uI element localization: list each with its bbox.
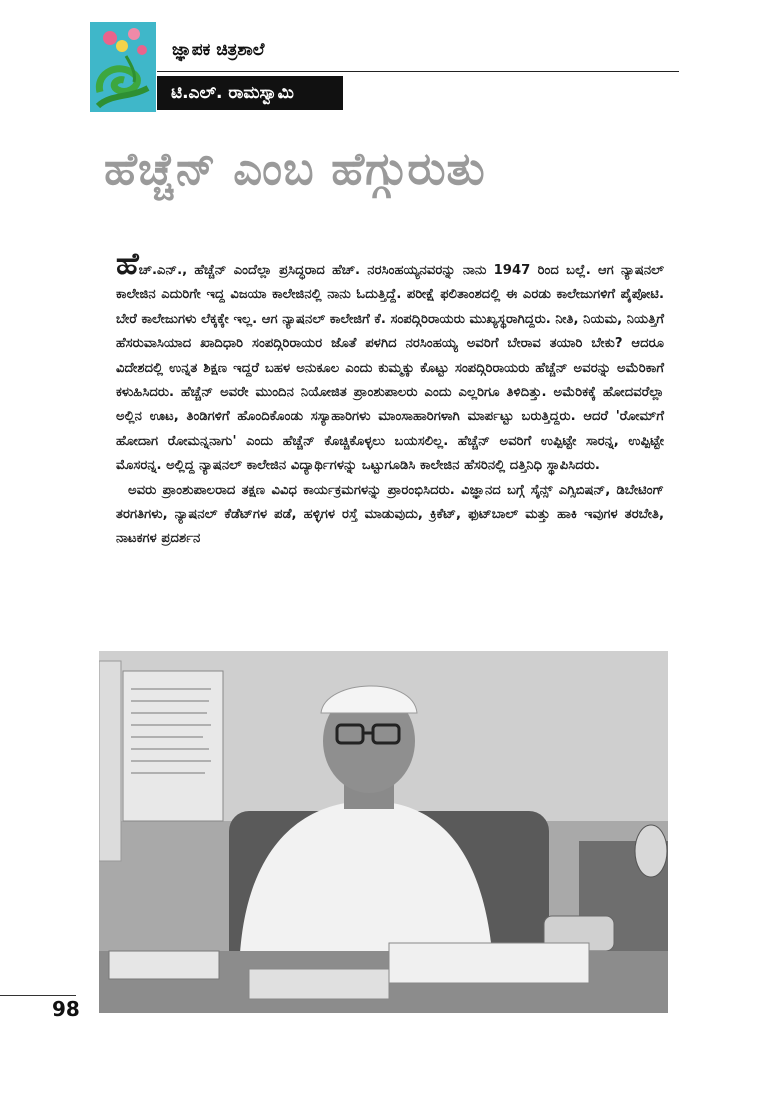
series-logo bbox=[90, 22, 156, 112]
paragraph-1-text: ಚ್.ಎನ್., ಹೆಚ್ಚೆನ್ ಎಂದೆಲ್ಲಾ ಪ್ರಸಿದ್ಧರಾದ ಹೆಚ್. ನರಸಿಂಹಯ್ಯನವರನ್ನು ನಾನು 1947 ರಿಂದ ಬಲ್ಲೆ. ಆಗ ನ್ಯಾಷನಲ್ ಕಾಲೇಜಿನ ಎದುರಿಗೇ ಇದ್ದ ವಿಜಯಾ ಕಾಲೇಜಿನಲ್ಲಿ ನಾನು ಓದುತ್ತಿದ್ದೆ. ಪರೀಕ್ಷೆ ಫಲಿತಾಂಶದಲ್ಲಿ ಈ ಎರಡು ಕಾಲೇಜುಗಳಿಗೆ ಪೈಪೋಟಿ. ಬೇರೆ ಕಾಲೇಜುಗಳು ಲೆಕ್ಕಕ್ಕೇ ಇಲ್ಲ. ಆಗ ನ್ಯಾಷನಲ್ ಕಾಲೇಜಿಗೆ ಕೆ. ಸಂಪದ್ಗಿರಿರಾಯರು ಮುಖ್ಯಸ್ಥರಾಗಿದ್ದರು. ನೀತಿ, ನಿಯಮ, ನಿಯತ್ತಿಗೆ ಹೆಸರುವಾಸಿಯಾದ ಖಾದಿಧಾರಿ ಸಂಪದ್ಗಿರಿರಾಯರ ಜೊತೆ ಪಳಗಿದ ನರಸಿಂಹಯ್ಯ ಅವರಿಗೆ ಬೇರಾವ ತಯಾರಿ ಬೇಕು? ಆದರೂ ವಿದೇಶದಲ್ಲಿ ಉನ್ನತ ಶಿಕ್ಷಣ ಇದ್ದರೆ ಬಹಳ ಅನುಕೂಲ ಎಂದು ಕುಮ್ಮಕ್ಕು ಕೊಟ್ಟು ಸಂಪದ್ಗಿರಿರಾಯರು ಹೆಚ್ಚೆನ್ ಅವರನ್ನು ಅಮೆರಿಕಾಗೆ ಕಳುಹಿಸಿದರು. ಹೆಚ್ಚೆನ್ ಅವರೇ ಮುಂದಿನ ನಿಯೋಜಿತ ಪ್ರಾಂಶುಪಾಲರು ಎಂದು ಎಲ್ಲರಿಗೂ ತಿಳಿದಿತ್ತು. ಅಮೆರಿಕಕ್ಕೆ ಹೋದವರೆಲ್ಲಾ ಅಲ್ಲಿನ ಊಟ, ತಿಂಡಿಗಳಿಗೆ ಹೊಂದಿಕೊಂಡು ಸಸ್ಯಾಹಾರಿಗಳು ಮಾಂಸಾಹಾರಿಗಳಾಗಿ ಮಾರ್ಪಟ್ಟು ಬರುತ್ತಿದ್ದರು. ಆದರೆ 'ರೋಮ್‌ಗೆ ಹೋದಾಗ ರೋಮನ್ನನಾಗು' ಎಂದು ಹೆಚ್ಚೆನ್ ಕೊಚ್ಚಿಕೊಳ್ಳಲು ಬಯಸಲಿಲ್ಲ. ಹೆಚ್ಚೆನ್ ಅವರಿಗೆ ಉಪ್ಪಿಟ್ಟೇ ಸಾರನ್ನ, ಉಪ್ಪಿಟ್ಟೇ ಮೊಸರನ್ನ. ಅಲ್ಲಿದ್ದ ನ್ಯಾಷನಲ್ ಕಾಲೇಜಿನ ವಿದ್ಯಾರ್ಥಿಗಳನ್ನು ಒಟ್ಟುಗೂಡಿಸಿ ಕಾಲೇಜಿನ ಹೆಸರಿನಲ್ಲಿ ದತ್ತಿನಿಧಿ ಸ್ಥಾಪಿಸಿದರು. bbox=[116, 263, 664, 474]
paragraph-2: ಅವರು ಪ್ರಾಂಶುಪಾಲರಾದ ತಕ್ಷಣ ವಿವಿಧ ಕಾರ್ಯಕ್ರಮಗಳನ್ನು ಪ್ರಾರಂಭಿಸಿದರು. ವಿಜ್ಞಾನದ ಬಗ್ಗೆ ಸೈನ್ಸ್ ಎಗ್ಸಿಬಿಷನ್, ಡಿಬೇಟಿಂಗ್ ತರಗತಿಗಳು, ನ್ಯಾಷನಲ್ ಕೆಡೆಟ್‌ಗಳ ಪಡೆ, ಹಳ್ಳಿಗಳ ರಸ್ತೆ ಮಾಡುವುದು, ಕ್ರಿಕೆಟ್, ಫುಟ್‌ಬಾಲ್ ಮತ್ತು ಹಾಕಿ ಇವುಗಳ ತರಬೇತಿ, ನಾಟಕಗಳ ಪ್ರದರ್ಶನ bbox=[116, 482, 664, 547]
drop-cap: ಹೆ bbox=[116, 246, 139, 282]
author-bar: ಟಿ.ಎಲ್. ರಾಮಸ್ವಾಮಿ bbox=[157, 76, 343, 110]
portrait-photo bbox=[99, 651, 668, 1013]
article-title: ಹೆಚ್ಚೆನ್ ಎಂಬ ಹೆಗ್ಗುರುತು bbox=[104, 142, 486, 195]
series-title: ಜ್ಞಾಪಕ ಚಿತ್ರಶಾಲೆ bbox=[172, 40, 265, 60]
page-number-rule bbox=[0, 995, 76, 996]
portrait-photo-image bbox=[99, 651, 668, 1013]
flower-logo-icon bbox=[90, 22, 156, 112]
page-number: 98 bbox=[52, 997, 80, 1021]
paragraph-1 bbox=[116, 246, 664, 479]
header-divider bbox=[157, 71, 679, 72]
article-body bbox=[116, 246, 664, 552]
